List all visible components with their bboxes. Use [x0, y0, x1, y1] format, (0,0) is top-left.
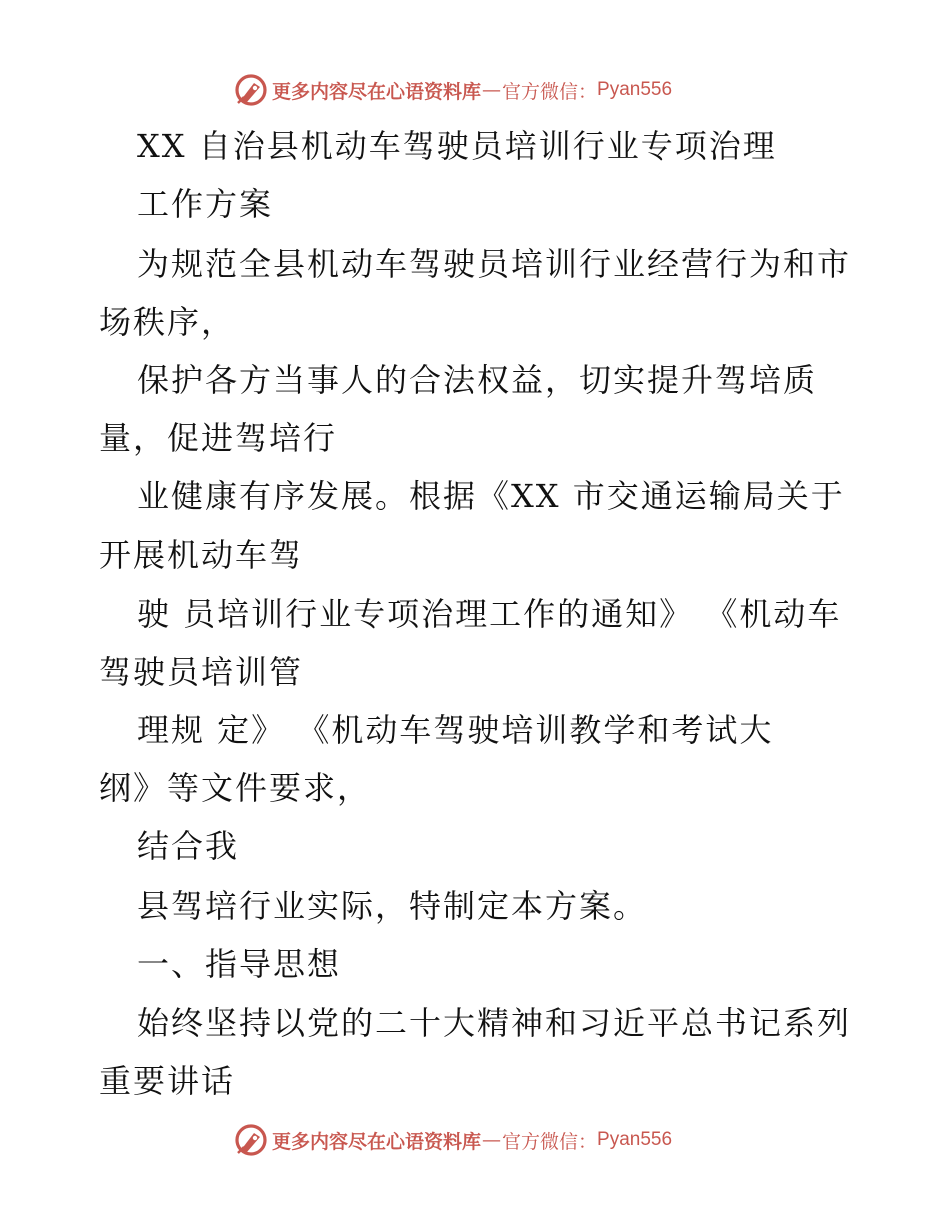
watermark-dash: —	[482, 79, 502, 101]
paragraph-line: 结合我	[137, 827, 240, 865]
section-heading: 一、指导思想	[137, 945, 342, 983]
paragraph-line: 量，促进驾培行	[99, 419, 338, 457]
document-title-line-2: 工作方案	[137, 185, 274, 223]
watermark-wechat-id: Pyan556	[597, 1129, 673, 1150]
watermark-brand: 更多内容尽在心语资料库	[272, 80, 482, 103]
paragraph-line: 保护各方当事人的合法权益，切实提升驾培质	[137, 361, 818, 399]
watermark-brand: 更多内容尽在心语资料库	[272, 1130, 482, 1153]
watermark-official-label: 官方微信：	[502, 1130, 598, 1153]
document-title-line-1: XX 自治县机动车驾驶员培训行业专项治理	[137, 127, 777, 165]
paragraph-line: 重要讲话	[99, 1062, 236, 1100]
watermark-official-label: 官方微信：	[502, 80, 598, 103]
paragraph-line: 县驾培行业实际，特制定本方案。	[137, 887, 648, 925]
paragraph-line: 理规 定》 《机动车驾驶培训教学和考试大	[137, 711, 774, 749]
watermark-wechat-id: Pyan556	[597, 79, 673, 100]
pen-nib-logo-icon	[234, 73, 268, 107]
header-watermark	[234, 73, 672, 107]
paragraph-line: 为规范全县机动车驾驶员培训行业经营行为和市	[137, 245, 852, 283]
footer-watermark	[234, 1123, 672, 1157]
pen-nib-logo-icon	[234, 1123, 268, 1157]
paragraph-line: 开展机动车驾	[99, 536, 304, 574]
paragraph-line: 场秩序，	[99, 303, 236, 341]
paragraph-line: 始终坚持以党的二十大精神和习近平总书记系列	[137, 1004, 852, 1042]
paragraph-line: 驾驶员培训管	[99, 653, 304, 691]
paragraph-line: 业健康有序发展。根据《XX 市交通运输局关于	[137, 477, 845, 515]
watermark-dash: —	[482, 1129, 502, 1151]
paragraph-line: 驶 员培训行业专项治理工作的通知》 《机动车	[137, 595, 842, 633]
paragraph-line: 纲》等文件要求，	[99, 769, 372, 807]
